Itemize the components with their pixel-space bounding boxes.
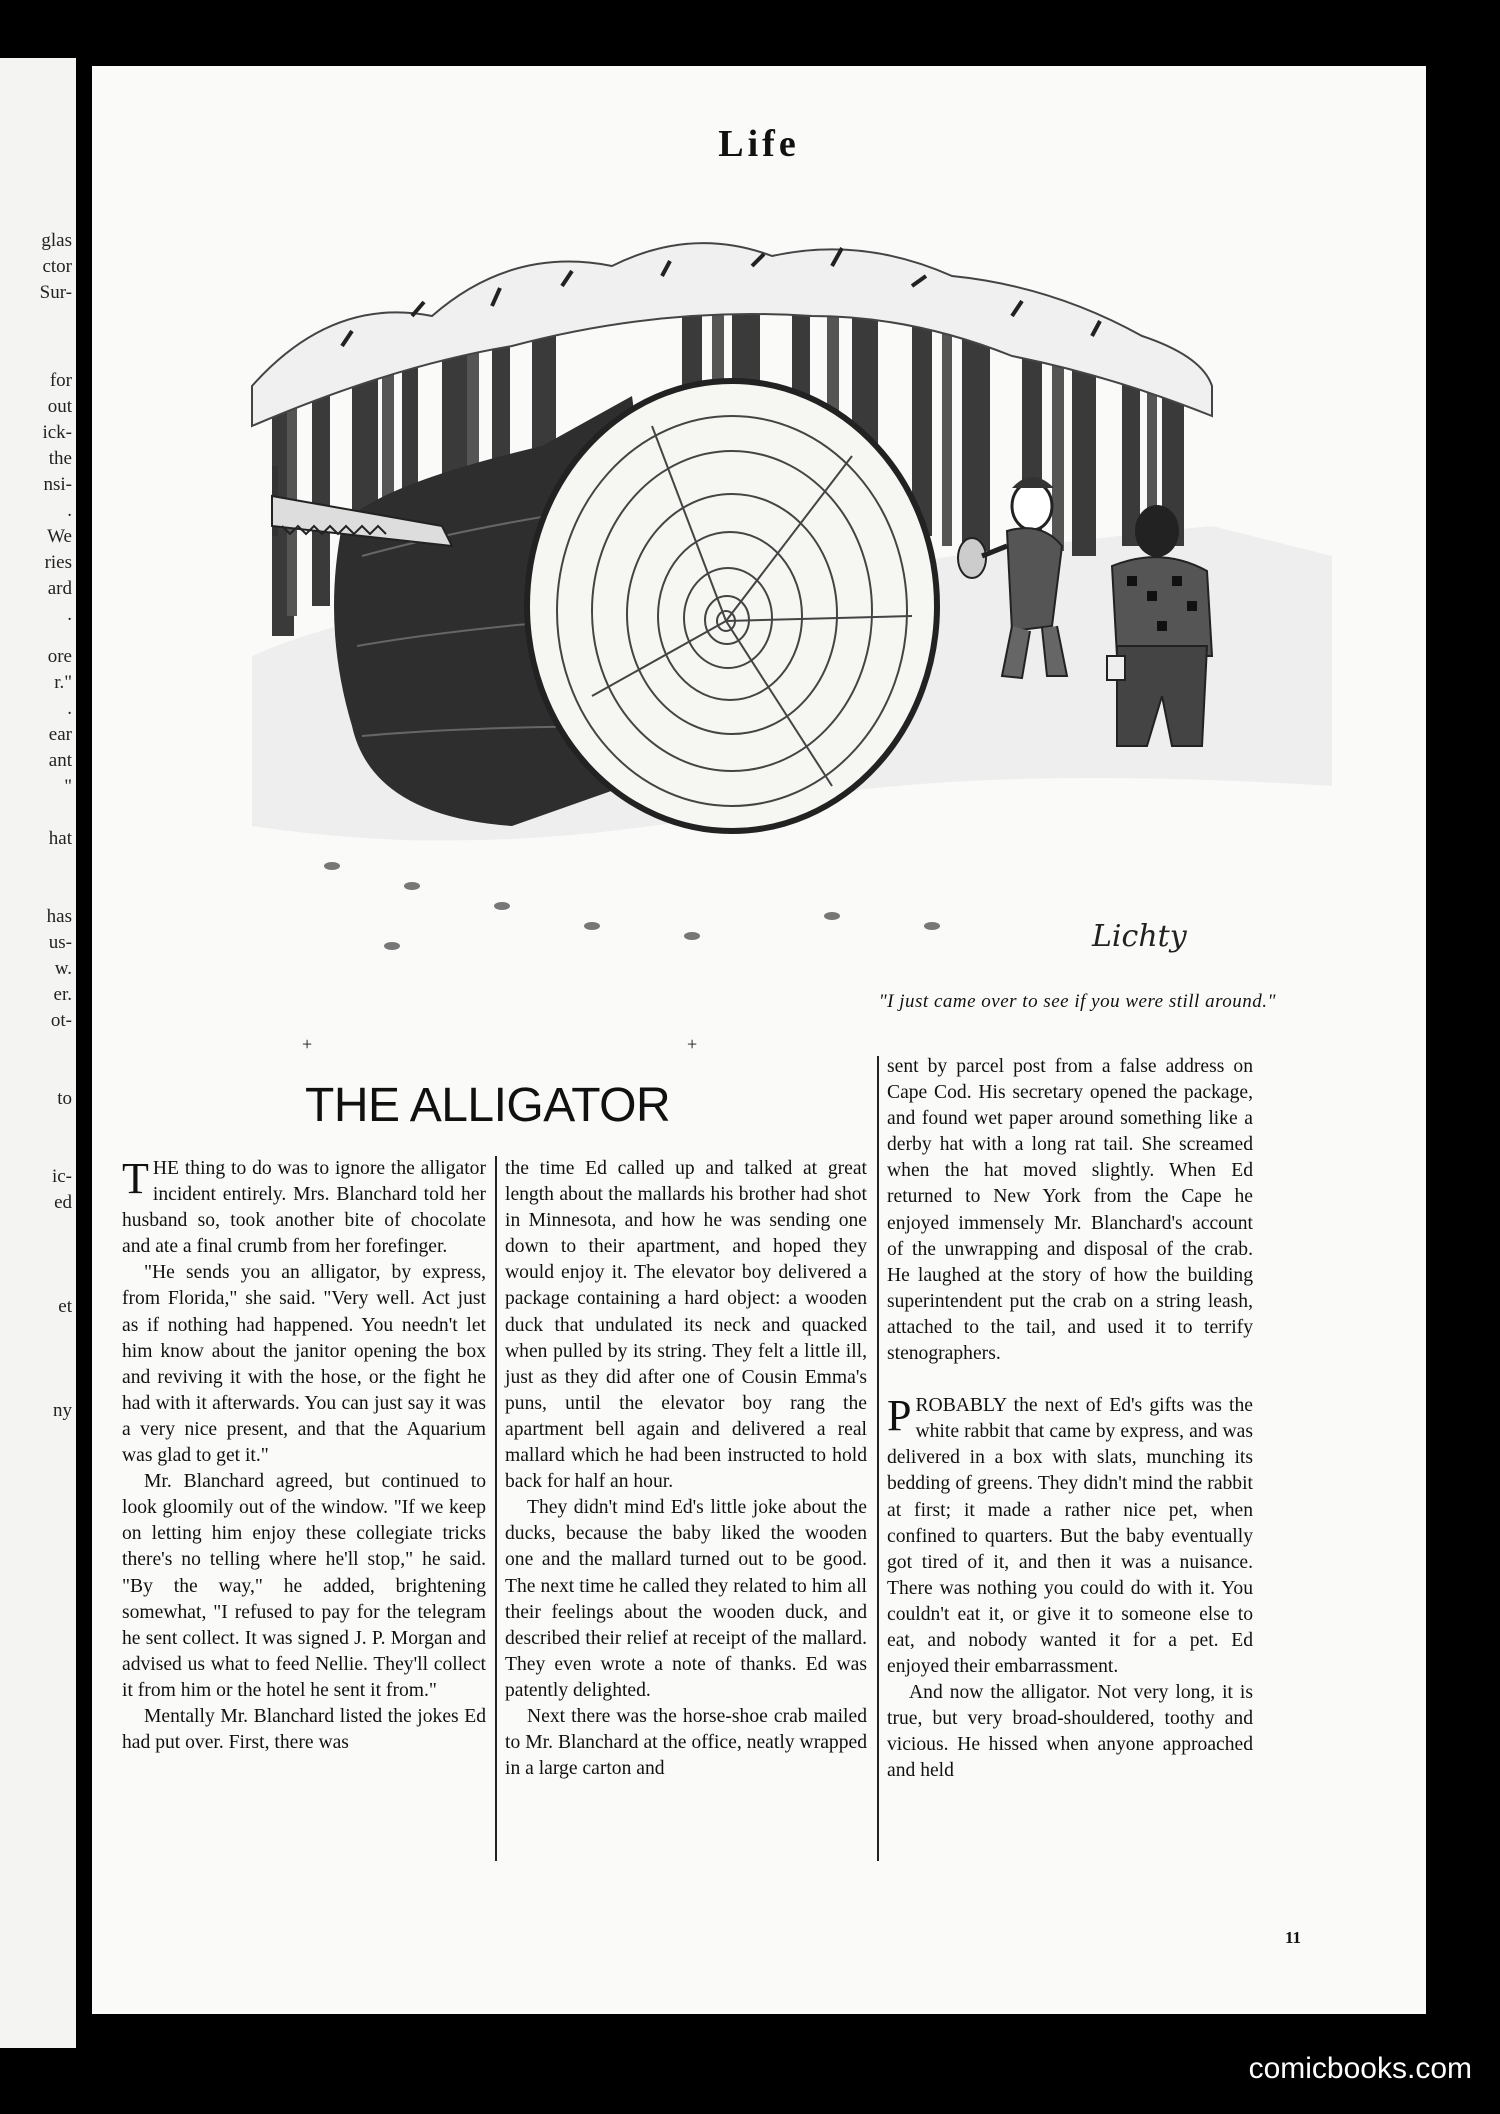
left-page-fragment: out [47,396,72,417]
cartoon-illustration [212,226,1332,1046]
left-page-fragment: ic- [51,1166,72,1187]
left-page-fragment: Sur- [39,282,72,303]
article-column-3 [887,1054,1253,1785]
left-page-fragment: ant [48,750,72,771]
ornament-cross: + [302,1034,313,1054]
drop-cap: T [122,1154,149,1203]
left-page-fragment: ny [53,1400,72,1421]
left-page-fragment: us- [48,932,72,953]
paragraph: the time Ed called up and talked at great length about the mallards his brother had shot in Minnesota, and how he was sending one down to their apartment, and hoped they would enjoy it. The elevator boy delivered a package containing a hard object: a wooden duck that undulated its neck and quacked when pulled by its string. They felt a little ill, just as they did after one of Cousin Emma's puns, until the elevator boy rang the apartment bell again and delivered a real mallard which he had been instructed to hold back for half an hour. [505,1158,867,1493]
left-page-fragment: We [47,526,72,547]
drop-cap: P [887,1391,912,1441]
left-page-fragment: . [67,604,72,625]
left-page-fragment: hat [48,828,72,849]
paragraph: THE thing to do was to ignore the alligator incident entirely. Mrs. Blanchard told her husband so, took another bite of chocolate and ate a final crumb from her forefinger. [122,1154,486,1258]
magazine-page [92,66,1426,2014]
left-page-fragment: . [67,698,72,719]
article-column-2 [505,1156,867,1782]
left-page-edge [0,58,76,2048]
left-page-fragment: glas [41,230,72,251]
paragraph: Next there was the horse-shoe crab mailed to Mr. Blanchard at the office, neatly wrapped in a large carton and [505,1705,867,1780]
left-page-fragment: for [49,370,72,391]
left-page-fragment: ear [48,724,72,745]
left-page-fragment: w. [54,958,72,979]
artist-signature: Lichty [1092,919,1187,954]
left-page-fragment: ore [47,646,72,667]
left-page-fragment: ard [47,578,72,599]
paragraph: And now the alligator. Not very long, it is true, but very broad-shouldered, toothy and vicious. He hissed when anyone approached and held [887,1682,1253,1782]
article-column-1 [122,1156,486,1756]
left-page-fragment: ries [44,552,72,573]
column-rule [877,1056,879,1861]
left-page-fragment: " [64,776,72,797]
left-page-fragment: ctor [42,256,72,277]
watermark: comicbooks.com [1248,2052,1472,2085]
article-title: THE ALLIGATOR [305,1079,671,1132]
paragraph: Mr. Blanchard agreed, but continued to look gloomily out of the window. "If we keep on letting him enjoy these collegiate tricks there's no telling where he'll stop," he said. "By the way," he added, brightening somewhat, "I refused to pay for the telegram he sent collect. It was signed J. P. Morgan and advised us what to feed Nellie. They'll collect it from him or the hotel he sent it from." [122,1471,486,1701]
ornament-cross: + [687,1034,698,1054]
page-number: 11 [1284,1928,1301,1947]
paragraph: PROBABLY the next of Ed's gifts was the white rabbit that came by express, and was delivered in a box with slats, munching its bedding of greens. They didn't mind the rabbit at first; it made a rather nice pet, when confined to quarters. But the baby eventually got tired of it, and then it was a nuisance. There was nothing you could do with it. You couldn't eat it, or give it to someone else to eat, and nobody wanted it for a pet. Ed enjoyed their embarrassment. [887,1391,1253,1678]
left-page-fragment: r." [54,672,72,693]
left-page-fragment: ick- [42,422,72,443]
column-rule [495,1156,497,1861]
left-page-fragment: et [58,1296,72,1317]
left-page-fragment: the [48,448,72,469]
left-page-fragment: er. [53,984,72,1005]
left-page-fragment: ot- [50,1010,72,1031]
left-page-fragment: ed [54,1192,72,1213]
left-page-fragment: has [46,906,72,927]
paragraph: Mentally Mr. Blanchard listed the jokes Ed had put over. First, there was [122,1705,486,1754]
paragraph: They didn't mind Ed's little joke about the ducks, because the baby liked the wooden one and the mallard turned out to be good. The next time he called they related to him all their feelings about the wooden duck, and described their relief at receipt of the mallard. They even wrote a note of thanks. Ed was patently delighted. [505,1497,867,1701]
paragraph: "He sends you an alligator, by express, from Florida," she said. "Very well. Act just as if nothing had happened. You needn't let him know about the janitor opening the box and reviving it with the hose, or the fight he had with it afterwards. You can just say it was a very nice present, and that the Aquarium was glad to get it." [122,1262,486,1467]
left-page-fragment: to [57,1088,72,1109]
paragraph: sent by parcel post from a false address on Cape Cod. His secretary opened the package, and found wet paper around something like a derby hat with a long rat tail. She screamed when the hat moved slightly. When Ed returned to New York from the Cape he enjoyed immensely Mr. Blanchard's account of the unwrapping and disposal of the crab. He laughed at the story of how the building superintendent put the crab on a string leash, attached to the tail, and used it to terrify stenographers. [887,1056,1253,1365]
left-page-fragment: nsi- [43,474,72,495]
cartoon-caption: "I just came over to see if you were still around." [878,991,1276,1012]
left-page-fragment: . [67,500,72,521]
masthead: Life [718,123,800,165]
